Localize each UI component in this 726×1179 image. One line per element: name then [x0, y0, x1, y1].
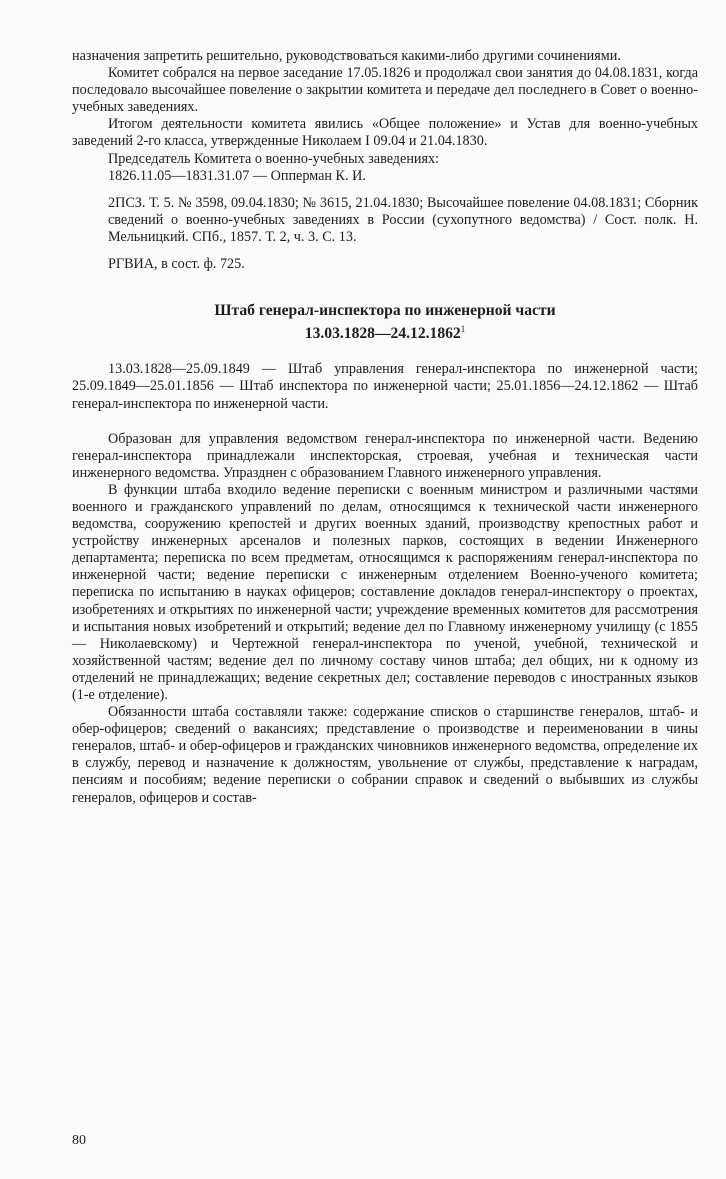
page-number: 80 — [72, 1133, 86, 1148]
paragraph-continuation: назначения запретить решительно, руководствоваться какими-либо другими сочинениями. — [72, 48, 621, 64]
chair-label: Председатель Комитета о военно-учебных заведениях: — [108, 150, 440, 167]
section-dates: 13.03.1828—24.12.1862 — [304, 325, 461, 343]
page-content — [72, 48, 698, 807]
sources-reference: 2ПСЗ. Т. 5. № 3598, 09.04.1830; № 3615, 21.04.1830; Высочайшее повеление 04.08.1831; Сборник сведений о военно-учебных заведениях в России (сухопутного ведомства) / Сост. полк. Н. Мельницкий. СПб., 1857. Т. 2, ч. 3. С. 13. — [108, 194, 698, 245]
archive-reference: РГВИА, в сост. ф. 725. — [108, 256, 245, 273]
section-names-history: 13.03.1828—25.09.1849 — Штаб управления генерал-инспектора по инженерной части; 25.09.1849—25.01.1856 — Штаб инспектора по инженерной части; 25.01.1856—24.12.1862 — Штаб генерал-инспектора по инженерной части. — [72, 361, 698, 412]
paragraph-formation: Образован для управления ведомством генерал-инспектора по инженерной части. Ведению генерал-инспектора принадлежали инспекторская, строевая, учебная и техническая части инженерного ведомства. Упразднен с образованием Главного инженерного управления. — [72, 430, 698, 481]
section-title-text: Штаб генерал-инспектора по инженерной части — [214, 302, 556, 320]
paragraph-functions: В функции штаба входило ведение переписки с военным министром и различными частями военного и гражданского управлений по делам, относящимся к технической части инженерного ведомства, сооружению крепостей и других военных зданий, производству крепостных работ и устройству инженерных арсеналов и полезных парков, состоящих в ведении Инженерного департамента; переписка по всем предметам, относящимся к распоряжениям генерал-инспектора по инженерной части; ведение переписки с инженерным отделением Военно-ученого комитета; переписка по испытанию в науках офицеров; составление докладов генерал-инспектору о проектах, изобретениях и открытиях по инженерной части; учреждение временных комитетов для рассмотрения и испытания новых изобретений и открытий; ведение дел по Главному инженерному училищу (с 1855 — Николаевскому) и Чертежной генерал-инспектора по ученой, учебной, технической и хозяйственной частям; ведение дел по личному составу чинов штаба; дел общих, ни к одному из отделений не принадлежащих; ведение секретных дел; составление переводов с иностранных языков (1-е отделение). — [72, 481, 698, 703]
paragraph-committee-sessions: Комитет собрался на первое заседание 17.05.1826 и продолжал свои занятия до 04.08.1831, когда последовало высочайшее повеление о закрытии комитета и передаче дел последнего в Совет о военно-учебных заведениях. — [72, 65, 698, 116]
paragraph-duties: Обязанности штаба составляли также: содержание списков о старшинстве генералов, штаб- и обер-офицеров; сведений о вакансиях; представление о производстве и переименовании в чины генералов, штаб- и обер-офицеров и гражданских чиновников инженерного ведомства, определение их в службу, перевод и назначение к должностям, увольнение от службы, представление к наградам, пенсиям и пособиям; ведение переписки о собрании справок и сведений о выбывших из службы генералов, офицеров и состав- — [72, 704, 698, 806]
paragraph-committee-results: Итогом деятельности комитета явились «Общее положение» и Устав для военно-учебных заведений 2-го класса, утвержденные Николаем I 09.04 и 21.04.1830. — [72, 116, 698, 150]
footnote-mark: 1 — [460, 324, 466, 335]
section-title — [72, 301, 698, 343]
chair-value: 1826.11.05—1831.31.07 — Опперман К. И. — [108, 167, 366, 184]
